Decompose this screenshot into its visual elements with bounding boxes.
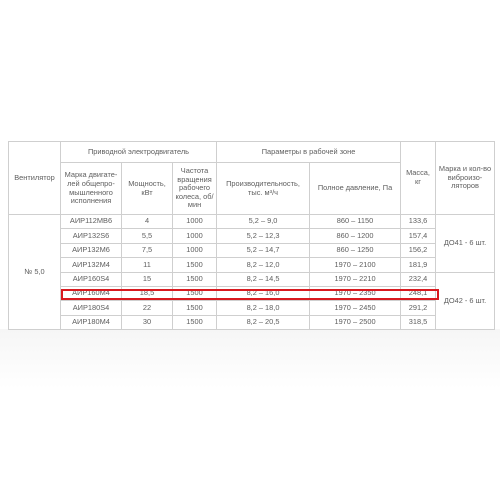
mass-cell: 248,1 xyxy=(401,286,436,300)
power-cell: 7,5 xyxy=(122,243,173,257)
rpm-cell: 1000 xyxy=(173,215,217,229)
mass-cell: 291,2 xyxy=(401,301,436,315)
rpm-cell: 1000 xyxy=(173,243,217,257)
capacity-cell: 8,2 – 14,5 xyxy=(217,272,310,286)
mass-cell: 232,4 xyxy=(401,272,436,286)
mass-cell: 181,9 xyxy=(401,258,436,272)
header-capacity: Производительность, тыс. м³/ч xyxy=(217,163,310,215)
motor-cell: АИР132S6 xyxy=(61,229,122,243)
mass-cell: 156,2 xyxy=(401,243,436,257)
mass-cell: 133,6 xyxy=(401,215,436,229)
header-mass: Масса, кг xyxy=(401,142,436,215)
header-pressure: Полное давление, Па xyxy=(310,163,401,215)
motor-cell: АИР180М4 xyxy=(61,315,122,329)
pressure-cell: 1970 – 2500 xyxy=(310,315,401,329)
motor-cell: АИР160М4 xyxy=(61,286,122,300)
rpm-cell: 1500 xyxy=(173,286,217,300)
pressure-cell: 1970 – 2100 xyxy=(310,258,401,272)
table-row xyxy=(9,215,495,229)
table-row xyxy=(9,229,495,243)
fan-number-cell: № 5,0 xyxy=(9,215,61,330)
power-cell: 22 xyxy=(122,301,173,315)
pressure-cell: 860 – 1200 xyxy=(310,229,401,243)
background-shadow xyxy=(0,329,500,389)
table-row-highlighted xyxy=(9,286,495,300)
motor-cell: АИР132М6 xyxy=(61,243,122,257)
pressure-cell: 860 – 1250 xyxy=(310,243,401,257)
pressure-cell: 1970 – 2210 xyxy=(310,272,401,286)
power-cell: 15 xyxy=(122,272,173,286)
power-cell: 4 xyxy=(122,215,173,229)
fan-spec-table xyxy=(8,141,495,330)
table-row xyxy=(9,301,495,315)
isolator-group-cell: ДО41 - 6 шт. xyxy=(436,215,495,273)
header-isolators: Марка и кол-во виброизо-ляторов xyxy=(436,142,495,215)
capacity-cell: 8,2 – 16,0 xyxy=(217,286,310,300)
header-rotation: Частота вращения рабочего колеса, об/мин xyxy=(173,163,217,215)
header-work-zone: Параметры в рабочей зоне xyxy=(217,142,401,163)
rpm-cell: 1000 xyxy=(173,229,217,243)
capacity-cell: 5,2 – 12,3 xyxy=(217,229,310,243)
power-cell: 5,5 xyxy=(122,229,173,243)
table-row xyxy=(9,272,495,286)
motor-cell: АИР112МВ6 xyxy=(61,215,122,229)
header-power: Мощность, кВт xyxy=(122,163,173,215)
capacity-cell: 8,2 – 18,0 xyxy=(217,301,310,315)
power-cell: 18,5 xyxy=(122,286,173,300)
isolator-group-cell: ДО42 - 6 шт. xyxy=(436,272,495,330)
pressure-cell: 1970 – 2350 xyxy=(310,286,401,300)
rpm-cell: 1500 xyxy=(173,258,217,272)
table-row xyxy=(9,258,495,272)
capacity-cell: 5,2 – 9,0 xyxy=(217,215,310,229)
pressure-cell: 860 – 1150 xyxy=(310,215,401,229)
header-motor-brand: Марка двигате-лей общепро-мышленного исполнения xyxy=(61,163,122,215)
rpm-cell: 1500 xyxy=(173,301,217,315)
capacity-cell: 5,2 – 14,7 xyxy=(217,243,310,257)
rpm-cell: 1500 xyxy=(173,315,217,329)
capacity-cell: 8,2 – 12,0 xyxy=(217,258,310,272)
motor-cell: АИР132М4 xyxy=(61,258,122,272)
motor-cell: АИР160S4 xyxy=(61,272,122,286)
power-cell: 30 xyxy=(122,315,173,329)
motor-cell: АИР180S4 xyxy=(61,301,122,315)
header-fan: Вентилятор xyxy=(9,142,61,215)
power-cell: 11 xyxy=(122,258,173,272)
rpm-cell: 1500 xyxy=(173,272,217,286)
capacity-cell: 8,2 – 20,5 xyxy=(217,315,310,329)
table-row xyxy=(9,243,495,257)
spec-table-container xyxy=(8,141,494,329)
pressure-cell: 1970 – 2450 xyxy=(310,301,401,315)
mass-cell: 318,5 xyxy=(401,315,436,329)
header-drive-motor: Приводной электродвигатель xyxy=(61,142,217,163)
table-row xyxy=(9,315,495,329)
mass-cell: 157,4 xyxy=(401,229,436,243)
